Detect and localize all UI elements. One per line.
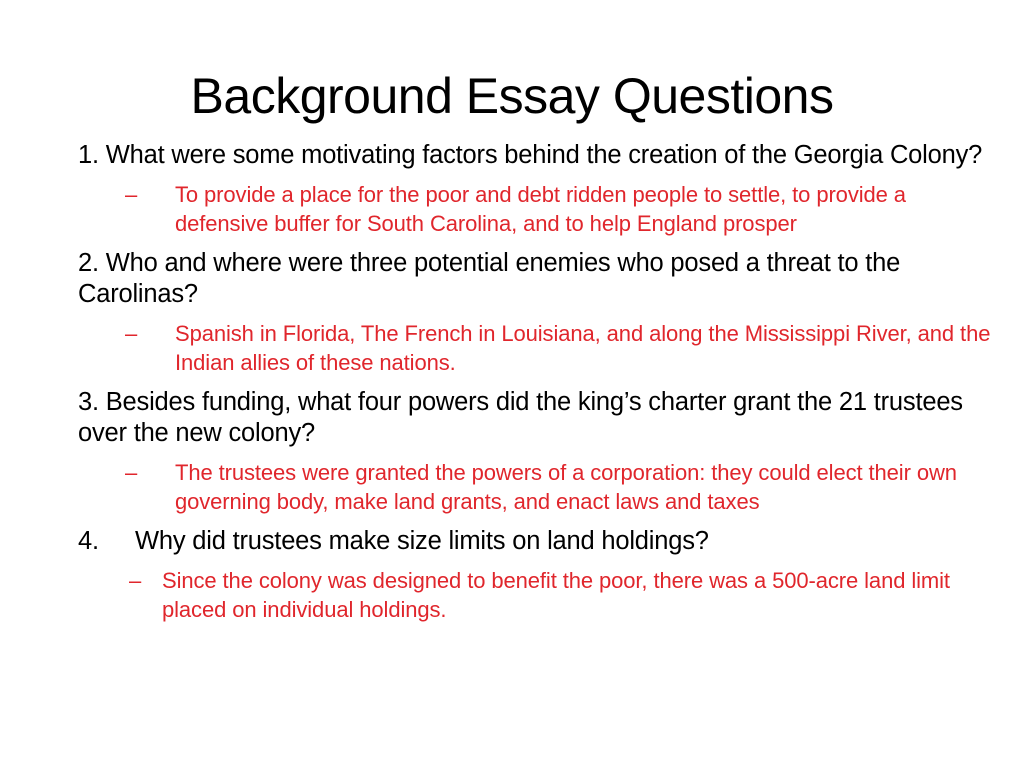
dash-bullet-icon: – <box>125 182 138 207</box>
answer-4 <box>78 566 993 624</box>
slide-title: Background Essay Questions <box>190 68 834 124</box>
question-4 <box>78 526 993 557</box>
slide-body <box>78 140 993 634</box>
question-3: 3. Besides funding, what four powers did the king’s charter grant the 21 trustees over the new colony? <box>78 388 963 447</box>
answer-1-text: To provide a place for the poor and debt ridden people to settle, to provide a defensive buffer for South Carolina, and to help England prosper <box>175 182 906 236</box>
answer-1 <box>78 180 993 238</box>
dash-bullet-icon: – <box>129 568 142 593</box>
answer-3-text: The trustees were granted the powers of a corporation: they could elect their own governing body, make land grants, and enact laws and taxes <box>175 460 957 514</box>
answer-3 <box>78 458 993 516</box>
answer-4-text: Since the colony was designed to benefit the poor, there was a 500-acre land limit placed on individual holdings. <box>162 568 950 622</box>
dash-bullet-icon: – <box>125 321 138 346</box>
question-2: 2. Who and where were three potential enemies who posed a threat to the Carolinas? <box>78 249 901 308</box>
dash-bullet-icon: – <box>125 460 138 485</box>
question-1: 1. What were some motivating factors behind the creation of the Georgia Colony? <box>78 141 983 169</box>
answer-2 <box>78 319 993 377</box>
answer-2-text: Spanish in Florida, The French in Louisiana, and along the Mississippi River, and the Indian allies of these nations. <box>175 321 991 375</box>
question-4-text: Why did trustees make size limits on land holdings? <box>135 527 709 555</box>
question-4-number: 4. <box>78 527 99 555</box>
